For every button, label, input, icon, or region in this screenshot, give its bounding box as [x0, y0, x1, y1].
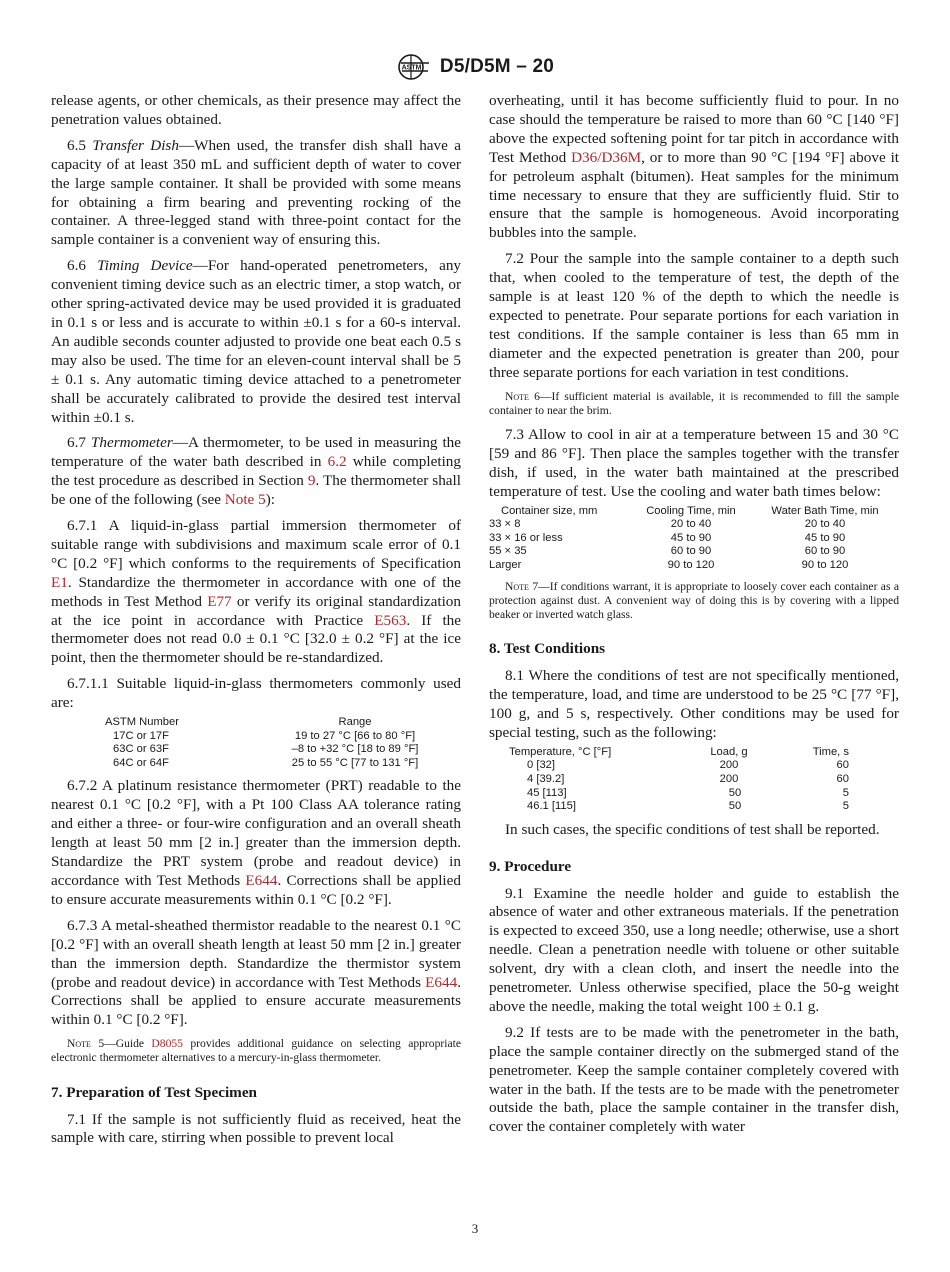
- table-header-cell: Load, g: [710, 745, 748, 758]
- table-header-cell: Temperature, °C [°F]: [509, 745, 612, 758]
- table-row: [489, 532, 899, 546]
- paragraph-6-7-1-1: 6.7.1.1 Suitable liquid-in-glass thermometers commonly used are:: [51, 675, 461, 712]
- paragraph-7-2: 7.2 Pour the sample into the sample container to a depth such that, when cooled to the temperature of test, the depth of the sample is at least 120 % of the depth to which the needle is expected to penetrate. Pour separate portions for each variation in test conditions. If the sample container is less than 65 mm in diameter and the expected penetration is greater than 200, pour three separate portions for each variation in test conditions.: [489, 250, 899, 381]
- table-cell: 60: [836, 759, 849, 772]
- paragraph-9-2: 9.2 If tests are to be made with the penetrometer in the bath, place the sample container directly on the submerged stand of the penetrometer. Keep the sample container completely covered with water in the bath. If the tests are to be made with the penetrometer outside the bath, place the sample container in the transfer dish, cover the container completely with water: [489, 1023, 899, 1136]
- table-row: [489, 773, 899, 787]
- table-row: [489, 518, 899, 532]
- cooling-time-table: [489, 505, 899, 573]
- table-row: [105, 730, 455, 744]
- table-cell: 45 to 90: [804, 531, 846, 544]
- table-cell: 0 [32]: [527, 759, 555, 772]
- table-cell: –8 to +32 °C [18 to 89 °F]: [291, 743, 419, 756]
- table-header-cell: ASTM Number: [105, 716, 179, 729]
- standard-designation: D5/D5M – 20: [439, 56, 555, 77]
- table-cell: 33 × 8: [489, 518, 521, 531]
- link-section-6-2[interactable]: 6.2: [327, 453, 347, 471]
- note-5: Note 5—Guide D8055 provides additional guidance on selecting appropriate electronic thermometer alternatives to a mercury-in-glass thermometer.: [51, 1037, 461, 1065]
- note-7: Note 7—If conditions warrant, it is appropriate to loosely cover each container as a protection against dust. A convenient way of doing this is by covering with a lipped beaker or inverted watch glass.: [489, 579, 899, 621]
- table-cell: 45 to 90: [670, 531, 712, 544]
- table-header-row: [489, 505, 899, 519]
- section-heading-8: 8. Test Conditions: [489, 640, 606, 658]
- table-cell: 19 to 27 °C [66 to 80 °F]: [294, 729, 416, 742]
- table-header-cell: Time, s: [812, 745, 849, 758]
- link-d8055[interactable]: D8055: [151, 1037, 183, 1051]
- table-cell: 63C or 63F: [113, 743, 169, 756]
- astm-logo-icon: [396, 52, 434, 82]
- table-cell: 50: [728, 800, 742, 813]
- table-header-row: [105, 716, 455, 730]
- section-heading-9: 9. Procedure: [489, 857, 572, 875]
- table-cell: Larger: [489, 559, 522, 571]
- link-e563[interactable]: E563: [374, 611, 407, 629]
- table-cell: 60 to 90: [670, 545, 712, 558]
- table-cell: 60: [836, 772, 849, 785]
- section-heading-7: 7. Preparation of Test Specimen: [51, 1083, 258, 1101]
- link-e77[interactable]: E77: [207, 592, 232, 610]
- link-d36-d36m[interactable]: D36/D36M: [571, 148, 642, 166]
- paragraph-6-5: 6.5 Transfer Dish—When used, the transfer dish shall have a capacity of at least 350 mL and sufficient depth of water to cover the large sample container. It shall be provided with some means for obtaining a firm bearing and preventing rocking of the container. A three-legged stand with three-point contact for the sample container is a convenient way of ensuring this.: [51, 136, 462, 249]
- link-e644[interactable]: E644: [425, 973, 458, 991]
- paragraph-6-7-1: 6.7.1 A liquid-in-glass partial immersion thermometer of suitable range with subdivisions and maximum scale error of 0.1 °C [0.2 °F] which conforms to the requirements of Specification E1. Standardize the thermometer in accordance with one of the methods in Test Method E77 or verify its original standardization at the ice point in accordance with Practice E563. If the thermometer does not read 0.0 ± 0.1 °C [32.0 ± 0.2 °F] at the ice point, then the thermometer should be re-standardized.: [51, 517, 461, 667]
- note-6: Note 6—If sufficient material is available, it is recommended to fill the sample container to near the brim.: [489, 389, 899, 417]
- table-cell: 17C or 17F: [113, 729, 169, 742]
- table-cell: 4 [39.2]: [527, 772, 565, 785]
- logo-text: ASTM: [401, 64, 422, 72]
- title-thermometer: Thermometer: [90, 434, 173, 452]
- paragraph-6-7: 6.7 Thermometer—A thermometer, to be used in measuring the temperature of the water bath described in 6.2 while completing the test procedure as described in Section 9. The thermometer shall be one of the following (see Note 5):: [51, 434, 462, 509]
- link-note-5[interactable]: Note 5: [224, 491, 266, 509]
- right-column: [489, 92, 899, 1144]
- table-row: [489, 787, 899, 801]
- paragraph-intro-continued: release agents, or other chemicals, as their presence may affect the penetration values obtained.: [51, 92, 461, 128]
- link-section-9[interactable]: 9: [307, 472, 316, 490]
- paragraph-7-1-continued: overheating, until it has become sufficiently fluid to pour. In no case should the temperature be raised to more than 60 °C [140 °F] above the expected softening point for tar pitch in accordance with Test Method D36/D36M, or to more than 90 °C [194 °F] above it for petroleum asphalt (bitumen). Heat samples for the minimum time necessary to ensure that they are sufficiently fluid. Stir to ensure that the sample is homogeneous. Avoid incorporating bubbles into the sample.: [489, 92, 900, 242]
- table-row: [489, 559, 899, 573]
- table-header-cell: Cooling Time, min: [646, 504, 736, 517]
- table-header-cell: Container size, mm: [501, 504, 598, 517]
- table-cell: 46.1 [115]: [527, 800, 576, 813]
- test-conditions-table: [489, 746, 899, 814]
- table-cell: 90 to 120: [801, 559, 849, 571]
- table-cell: 200: [719, 759, 739, 772]
- table-cell: 45 [113]: [527, 786, 567, 799]
- paragraph-8-1: 8.1 Where the conditions of test are not specifically mentioned, the temperature, load, and time are understood to be 25 °C [77 °F], 100 g, and 5 s, respectively. Other conditions may be used for special testing, such as the following:: [489, 667, 899, 741]
- page-number: 3: [471, 1221, 479, 1236]
- page-header: [0, 52, 950, 82]
- table-cell: 33 × 16 or less: [489, 531, 563, 544]
- link-e1[interactable]: E1: [51, 573, 68, 591]
- table-row: [105, 757, 455, 771]
- paragraph-8-1-continued: In such cases, the specific conditions of test shall be reported.: [505, 820, 880, 838]
- title-timing-device: Timing Device: [97, 257, 193, 275]
- table-cell: 60 to 90: [804, 545, 846, 558]
- table-header-row: [489, 746, 899, 760]
- table-row: [489, 800, 899, 814]
- table-cell: 5: [842, 786, 849, 799]
- table-cell: 90 to 120: [667, 559, 715, 571]
- paragraph-9-1: 9.1 Examine the needle holder and guide to establish the absence of water and other extraneous materials. If the penetration is expected to exceed 350, use a long needle; otherwise, use a short needle. Clean a penetration needle with toluene or other suitable solvent, dry with a clean cloth, and insert the needle into the penetrometer. Unless otherwise specified, place the 50-g weight above the needle, making the total weight 100 ± 0.1 g.: [489, 884, 899, 1015]
- paragraph-6-6: 6.6 Timing Device—For hand-operated penetrometers, any convenient timing device such as an electric timer, a stop watch, or other spring-activated device may be used provided it is graduated in 0.1 s or less and is accurate to within ±0.1 s for a 60-s interval. An audible seconds counter adjusted to provide one beat each 0.5 s may also be used. The time for an eleven-count interval shall be 5 ± 0.1 s. Any automatic timing device attached to a penetrometer shall be accurately calibrated to provide the desired test interval within ±0.1 s.: [51, 257, 462, 426]
- table-cell: 64C or 64F: [113, 756, 169, 769]
- paragraph-6-7-3: 6.7.3 A metal-sheathed thermistor readable to the nearest 0.1 °C [0.2 °F] with an overall sheath length at least 50 mm [2 in.] greater than the immersion depth. Standardize the thermistor system (probe and readout device) in accordance with Test Methods E644. Corrections shall be applied to ensure accurate measurements within 0.1 °C [0.2 °F].: [51, 916, 461, 1029]
- table-cell: 20 to 40: [670, 518, 712, 531]
- table-row: [489, 759, 899, 773]
- thermometer-table: [105, 716, 455, 770]
- paragraph-7-3: 7.3 Allow to cool in air at a temperature between 15 and 30 °C [59 and 86 °F]. Then place the samples together with the transfer dish, if used, in the water bath maintained at the prescribed temperature of test. Use the cooling and water bath times below:: [489, 426, 899, 500]
- title-transfer-dish: Transfer Dish: [92, 136, 179, 154]
- paragraph-6-7-2: 6.7.2 A platinum resistance thermometer (PRT) readable to the nearest 0.1 °C [0.2 °F], with a Pt 100 Class AA tolerance rating and either a three- or four-wire configuration and an overall sheath length at least 50 mm [2 in.] greater than the immersion depth. Standardize the PRT system (probe and readout device) in accordance with Test Methods E644. Corrections shall be applied to ensure accurate measurements within 0.1 °C [0.2 °F].: [51, 777, 461, 908]
- table-header-cell: Water Bath Time, min: [771, 504, 879, 517]
- left-column: [51, 92, 461, 1155]
- table-cell: 5: [842, 800, 849, 813]
- table-row: [489, 545, 899, 559]
- table-cell: 55 × 35: [489, 545, 527, 558]
- table-cell: 25 to 55 °C [77 to 131 °F]: [291, 756, 419, 769]
- table-header-cell: Range: [338, 716, 372, 729]
- table-cell: 50: [728, 786, 742, 799]
- paragraph-7-1: 7.1 If the sample is not sufficiently fluid as received, heat the sample with care, stirring when possible to prevent local: [51, 1110, 461, 1147]
- table-cell: 200: [719, 772, 739, 785]
- table-row: [105, 743, 455, 757]
- link-e644[interactable]: E644: [245, 872, 278, 889]
- table-cell: 20 to 40: [804, 518, 846, 531]
